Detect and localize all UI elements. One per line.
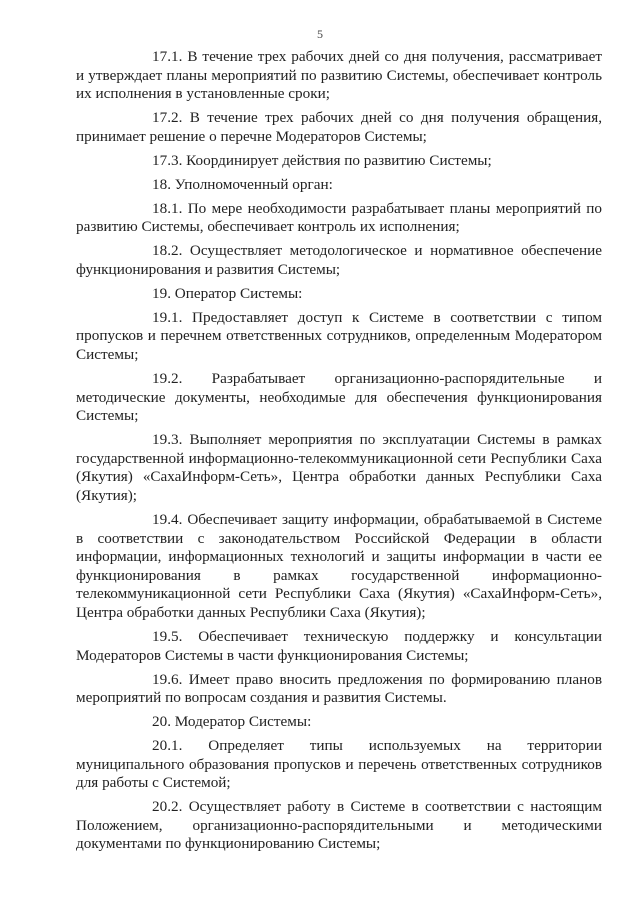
paragraph-number: 17.3.	[152, 151, 183, 169]
paragraph-17-3	[76, 152, 602, 171]
paragraph-number: 19.6.	[152, 670, 183, 688]
paragraph-17-2	[76, 109, 602, 146]
page-number: 5	[317, 27, 323, 41]
paragraph-number: 20.	[152, 713, 171, 731]
paragraph-19-3	[76, 431, 602, 505]
paragraph-text: Модератор Системы:	[174, 713, 312, 731]
paragraph-number: 20.1.	[152, 737, 183, 755]
document-body	[76, 48, 602, 859]
paragraph-18-1	[76, 200, 602, 237]
paragraph-number: 20.2.	[152, 798, 183, 816]
paragraph-text: В течение трех рабочих дней со дня получения, рассматривает и утверждает планы мероприятий по развитию Системы, обеспечивает контроль их исполнения в установленные сроки;	[76, 48, 603, 103]
paragraph-20-2	[76, 798, 602, 854]
paragraph-number: 19.1.	[152, 308, 183, 326]
paragraph-text: Координирует действия по развитию Системы;	[186, 151, 492, 169]
paragraph-17-1	[76, 48, 602, 104]
paragraph-text: В течение трех рабочих дней со дня получения обращения, принимает решение о перечне Модераторов Системы;	[76, 109, 602, 145]
paragraph-number: 19.2.	[152, 370, 183, 388]
paragraph-number: 18.2.	[152, 242, 183, 260]
paragraph-19-2	[76, 370, 602, 426]
paragraph-text: Оператор Системы:	[174, 284, 303, 302]
paragraph-text: Обеспечивает техническую поддержку и консультации Модераторов Системы в части функционирования Системы;	[76, 627, 603, 664]
paragraph-text: Определяет типы используемых на территории муниципального образования пропусков и перечень ответственных сотрудников для работы с Системой;	[76, 737, 603, 792]
section-heading-19	[76, 285, 602, 304]
paragraph-text: Предоставляет доступ к Системе в соответствии с типом пропусков и перечнем ответственных сотрудников, определенным Модератором Системы;	[76, 308, 602, 364]
paragraph-number: 19.3.	[152, 431, 183, 449]
section-heading-18	[76, 176, 602, 195]
paragraph-number: 19.	[152, 284, 171, 302]
section-heading-20	[76, 713, 602, 732]
paragraph-number: 17.2.	[152, 109, 183, 127]
paragraph-text: Осуществляет методологическое и нормативное обеспечение функционирования и развития Системы;	[76, 242, 602, 278]
paragraph-text: Уполномоченный орган:	[174, 175, 333, 193]
paragraph-number: 18.	[152, 175, 171, 193]
paragraph-number: 17.1.	[152, 48, 183, 65]
paragraph-number: 19.5.	[152, 627, 183, 645]
paragraph-19-6	[76, 671, 602, 708]
paragraph-text: Обеспечивает защиту информации, обрабатываемой в Системе в соответствии с законодательством Российской Федерации в области информации, информационных технологий и защиты информации в части ее функционирования в рамках государственной информационно-телекоммуникационной сети Республики Саха (Якутия) «СахаИнформ-Сеть», Центра обработки данных Республики Саха (Якутия);	[76, 510, 603, 621]
paragraph-text: Выполняет мероприятия по эксплуатации Системы в рамках государственной информационно-телекоммуникационной сети Республики Саха (Якутия) «СахаИнформ-Сеть», Центра обработки данных Республики Саха (Якутия);	[76, 431, 603, 504]
paragraph-text: Осуществляет работу в Системе в соответствии с настоящим Положением, организационно-распорядительными и методическими документами по функционированию Системы;	[76, 798, 603, 853]
paragraph-text: Разрабатывает организационно-распорядительные и методические документы, необходимые для обеспечения функционирования Системы;	[76, 370, 602, 425]
paragraph-19-5	[76, 628, 602, 665]
paragraph-19-1	[76, 309, 602, 365]
paragraph-text: Имеет право вносить предложения по формированию планов мероприятий по вопросам создания и развития Системы.	[76, 670, 602, 707]
paragraph-number: 18.1.	[152, 199, 183, 217]
paragraph-19-4	[76, 511, 602, 623]
paragraph-text: По мере необходимости разрабатывает планы мероприятий по развитию Системы, обеспечивает контроль их исполнения;	[76, 199, 603, 236]
paragraph-20-1	[76, 737, 602, 793]
paragraph-18-2	[76, 242, 602, 279]
paragraph-number: 19.4.	[152, 510, 183, 528]
